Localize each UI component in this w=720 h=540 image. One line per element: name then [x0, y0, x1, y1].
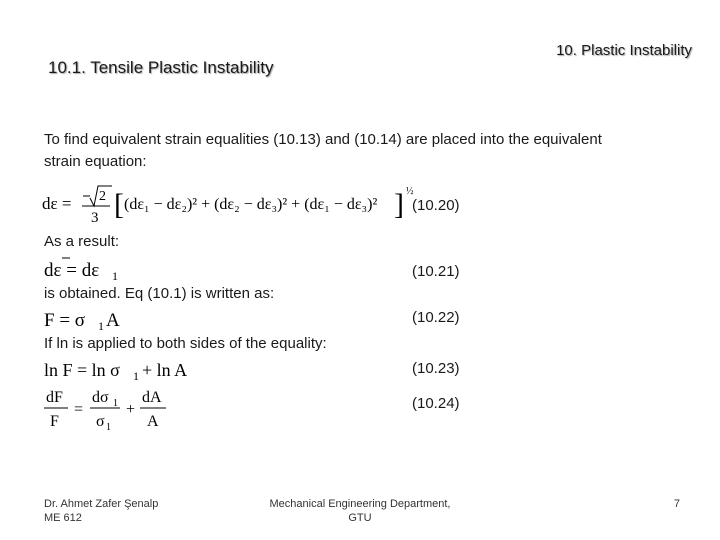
footer-course: ME 612: [44, 512, 82, 524]
svg-text:σ: σ: [96, 413, 105, 430]
footer-author: Dr. Ahmet Zafer Şenalp: [44, 498, 159, 510]
svg-text:dε =: dε =: [42, 194, 72, 213]
svg-text:3: 3: [91, 210, 99, 226]
eq-number-10-21: (10.21): [412, 263, 460, 280]
svg-text:ln F = ln σ: ln F = ln σ: [44, 360, 120, 380]
equation-10-23: [40, 354, 210, 384]
footer-university: GTU: [348, 512, 372, 524]
svg-text:A: A: [147, 413, 159, 430]
page-number: 7: [673, 498, 680, 510]
as-result-text: As a result:: [44, 233, 120, 250]
svg-text:2: 2: [99, 189, 106, 204]
footer-department: Mechanical Engineering Department,: [269, 498, 451, 510]
svg-text:+ ln A: + ln A: [142, 360, 188, 380]
svg-text:(dε₁ − dε₂)² + (dε₂ − dε₃)² +: (dε₁ − dε₂)² + (dε₂ − dε₃)² + (dε₁ − dε₃)²: [124, 196, 378, 213]
svg-text:1: 1: [113, 398, 118, 409]
svg-text:1: 1: [98, 319, 104, 333]
svg-text:dF: dF: [46, 389, 63, 406]
svg-text:A: A: [106, 310, 120, 331]
svg-text:dA: dA: [142, 389, 162, 406]
equation-10-22: [40, 304, 160, 334]
svg-text:+: +: [126, 401, 136, 418]
intro-line-2: strain equation:: [44, 153, 147, 170]
eq-number-10-22: (10.22): [412, 309, 460, 326]
svg-text:F = σ: F = σ: [44, 310, 86, 331]
svg-text:½: ½: [406, 186, 414, 197]
svg-text:=: =: [74, 401, 84, 418]
eq-number-10-23: (10.23): [412, 360, 460, 377]
svg-text:]: ]: [394, 188, 404, 221]
intro-line-1: To find equivalent strain equalities (10.13) and (10.14) are placed into the equivalent: [44, 131, 602, 148]
obtained-text: is obtained. Eq (10.1) is written as:: [44, 285, 275, 302]
if-ln-text: If ln is applied to both sides of the equality:: [44, 335, 327, 352]
chapter-title: 10. Plastic Instability: [556, 42, 692, 59]
equation-10-20: [38, 180, 414, 230]
eq-number-10-20: (10.20): [412, 197, 460, 214]
svg-text:[: [: [114, 188, 124, 221]
svg-text:F: F: [50, 413, 59, 430]
svg-text:dσ: dσ: [92, 389, 109, 406]
svg-text:1: 1: [112, 269, 118, 283]
svg-text:dε = dε: dε = dε: [44, 260, 100, 281]
equation-10-24: [40, 384, 180, 434]
eq-number-10-24: (10.24): [412, 395, 460, 412]
svg-text:1: 1: [106, 422, 111, 433]
equation-10-21: [40, 254, 160, 284]
svg-text:1: 1: [133, 369, 139, 383]
section-title: 10.1. Tensile Plastic Instability: [48, 58, 274, 77]
